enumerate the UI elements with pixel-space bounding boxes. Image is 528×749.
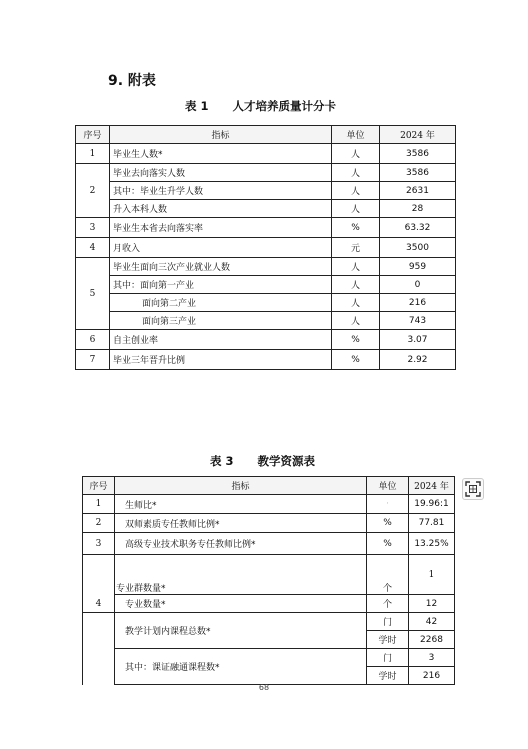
unit-cell: 个 — [367, 595, 409, 613]
indicator-cell: 自主创业率 — [110, 330, 332, 350]
table-row — [83, 495, 455, 514]
table-row — [83, 649, 455, 667]
row-number-empty — [83, 667, 115, 685]
table-row — [76, 182, 456, 200]
indicator-cell: 其中：面向第一产业 — [110, 276, 332, 294]
table-row — [76, 330, 456, 350]
row-number: 1 — [76, 144, 110, 164]
row-number: 4 — [83, 555, 115, 613]
table3-header-row — [83, 477, 455, 495]
row-number-empty — [83, 631, 115, 649]
unit-cell: 人 — [332, 294, 380, 312]
unit-cell: 人 — [332, 312, 380, 330]
indicator-cell: 面向第二产业 — [110, 294, 332, 312]
indicator-cell: 其中：毕业生升学人数 — [110, 182, 332, 200]
value-cell: 63.32 — [380, 218, 456, 238]
section-title: 9. 附表 — [108, 73, 156, 89]
value-cell: 2631 — [380, 182, 456, 200]
table3-caption: 表 3 教学资源表 — [210, 454, 316, 468]
value-cell: 959 — [380, 258, 456, 276]
header-year: 2024 年 — [380, 126, 456, 144]
indicator-cell: 毕业去向落实人数 — [110, 164, 332, 182]
indicator-cell: 专业群数量* — [115, 555, 367, 595]
talent-quality-table — [75, 125, 456, 370]
row-number: 3 — [76, 218, 110, 238]
header-unit: 单位 — [367, 477, 409, 495]
header-no: 序号 — [83, 477, 115, 495]
header-year: 2024 年 — [409, 477, 455, 495]
header-no: 序号 — [76, 126, 110, 144]
unit-cell: % — [332, 350, 380, 370]
header-indicator: 指标 — [110, 126, 332, 144]
table-row — [76, 350, 456, 370]
unit-cell: 人 — [332, 276, 380, 294]
indicator-cell: 月收入 — [110, 238, 332, 258]
table-row — [76, 276, 456, 294]
table1-header-row — [76, 126, 456, 144]
indicator-cell: 毕业生人数* — [110, 144, 332, 164]
unit-cell: % — [332, 218, 380, 238]
indicator-cell: 专业数量* — [115, 595, 367, 613]
value-cell: 13.25% — [409, 533, 455, 555]
value-cell: 216 — [380, 294, 456, 312]
value-cell: 216 — [409, 667, 455, 685]
table-row — [76, 144, 456, 164]
unit-cell: 个 — [367, 555, 409, 595]
header-unit: 单位 — [332, 126, 380, 144]
unit-cell: % — [367, 514, 409, 533]
table-row — [83, 595, 455, 613]
indicator-cell: 生师比* — [115, 495, 367, 514]
unit-cell: 门 — [367, 649, 409, 667]
table1-caption: 表 1 人才培养质量计分卡 — [185, 99, 337, 113]
table-row — [83, 533, 455, 555]
row-number: 2 — [76, 164, 110, 218]
unit-cell: 元 — [332, 238, 380, 258]
row-number-empty — [83, 613, 115, 631]
indicator-cell: 高级专业技术职务专任教师比例* — [115, 533, 367, 555]
indicator-cell: 毕业三年晋升比例 — [110, 350, 332, 370]
row-number-empty — [83, 649, 115, 667]
header-indicator: 指标 — [115, 477, 367, 495]
value-cell: 0 — [380, 276, 456, 294]
indicator-cell: 毕业生本省去向落实率 — [110, 218, 332, 238]
value-cell: 2.92 — [380, 350, 456, 370]
indicator-cell: 其中：课证融通课程数* — [115, 649, 367, 685]
value-cell: 3 — [409, 649, 455, 667]
table-row — [76, 164, 456, 182]
unit-cell: 人 — [332, 200, 380, 218]
value-cell: 3500 — [380, 238, 456, 258]
row-number: 6 — [76, 330, 110, 350]
unit-cell: % — [332, 330, 380, 350]
table-row — [76, 218, 456, 238]
table-row — [76, 200, 456, 218]
row-number: 1 — [83, 495, 115, 514]
value-cell: 12 — [409, 595, 455, 613]
table-row — [83, 555, 455, 595]
row-number: 7 — [76, 350, 110, 370]
unit-cell: 人 — [332, 258, 380, 276]
unit-cell: % — [367, 533, 409, 555]
page-number: 68 — [258, 683, 270, 692]
indicator-cell: 升入本科人数 — [110, 200, 332, 218]
unit-cell: 人 — [332, 144, 380, 164]
table-row — [76, 258, 456, 276]
value-cell: 19.96:1 — [409, 495, 455, 514]
value-cell: 3586 — [380, 144, 456, 164]
value-cell: 743 — [380, 312, 456, 330]
unit-cell: · — [367, 495, 409, 514]
row-number: 2 — [83, 514, 115, 533]
unit-cell: 学时 — [367, 631, 409, 649]
table-row — [76, 294, 456, 312]
value-cell: 3586 — [380, 164, 456, 182]
row-number: 5 — [76, 258, 110, 330]
unit-cell: 人 — [332, 164, 380, 182]
indicator-cell: 毕业生面向三次产业就业人数 — [110, 258, 332, 276]
row-number: 4 — [76, 238, 110, 258]
table-row — [83, 613, 455, 631]
value-cell: 2268 — [409, 631, 455, 649]
teaching-resources-table — [82, 476, 455, 685]
indicator-cell: 教学计划内课程总数* — [115, 613, 367, 649]
value-cell: 42 — [409, 613, 455, 631]
table-row — [76, 312, 456, 330]
indicator-cell: 面向第三产业 — [110, 312, 332, 330]
unit-cell: 学时 — [367, 667, 409, 685]
value-cell: 77.81 — [409, 514, 455, 533]
scan-selection-icon[interactable] — [462, 478, 484, 500]
table-row — [76, 238, 456, 258]
table-row — [83, 514, 455, 533]
value-cell: 1 — [409, 555, 455, 595]
row-number: 3 — [83, 533, 115, 555]
value-cell: 28 — [380, 200, 456, 218]
indicator-cell: 双师素质专任教师比例* — [115, 514, 367, 533]
value-cell: 3.07 — [380, 330, 456, 350]
unit-cell: 门 — [367, 613, 409, 631]
unit-cell: 人 — [332, 182, 380, 200]
